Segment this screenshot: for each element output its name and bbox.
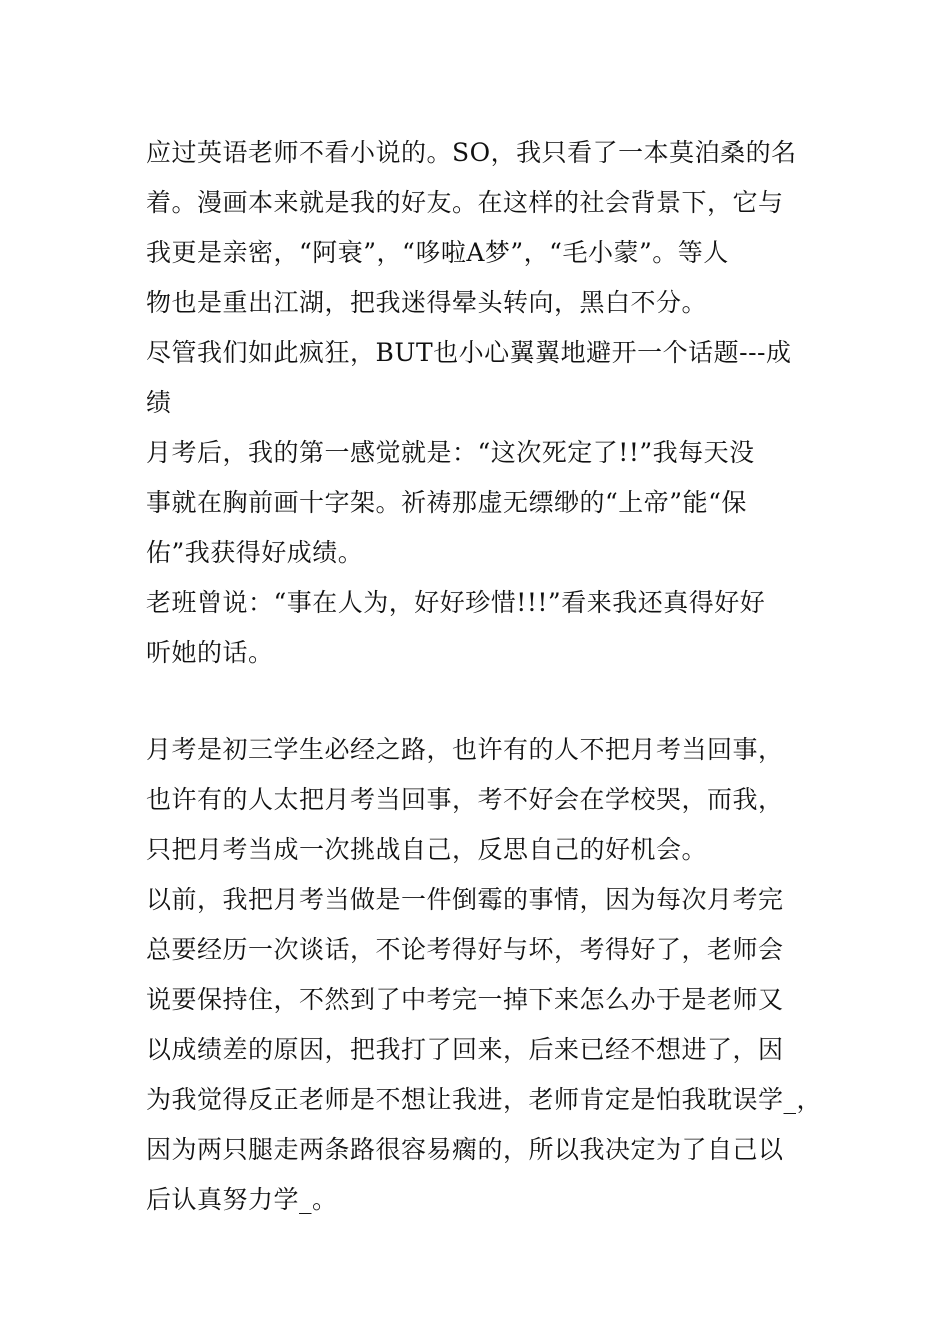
text-line: 因为两只腿走两条路很容易瘸的，所以我决定为了自己以 xyxy=(146,1135,784,1164)
text-line: 总要经历一次谈话，不论考得好与坏，考得好了，老师会 xyxy=(146,935,784,964)
text-line: 月考后，我的第一感觉就是：“这次死定了!!”我每天没 xyxy=(146,438,755,467)
text-line: 以前，我把月考当做是一件倒霉的事情，因为每次月考完 xyxy=(146,885,784,914)
text-line: 只把月考当成一次挑战自己，反思自己的好机会。 xyxy=(146,835,708,864)
text-line: 听她的话。 xyxy=(146,638,274,667)
text-line: 后认真努力学_。 xyxy=(146,1185,338,1214)
text-line: 着。漫画本来就是我的好友。在这样的社会背景下，它与 xyxy=(146,188,784,217)
text-section-2 xyxy=(146,725,823,1225)
text-line: 为我觉得反正老师是不想让我进，老师肯定是怕我耽误学_， xyxy=(146,1085,823,1114)
text-line: 我更是亲密，“阿衰”，“哆啦A梦”，“毛小蒙”。等人 xyxy=(146,238,729,267)
text-line: 应过英语老师不看小说的。SO，我只看了一本莫泊桑的名 xyxy=(146,138,797,167)
text-line: 以成绩差的原因，把我打了回来，后来已经不想进了，因 xyxy=(146,1035,784,1064)
text-line: 说要保持住，不然到了中考完一掉下来怎么办于是老师又 xyxy=(146,985,784,1014)
text-line: 佑”我获得好成绩。 xyxy=(146,538,364,567)
text-line: 事就在胸前画十字架。祈祷那虚无缥缈的“上帝”能“保 xyxy=(146,488,747,517)
text-line: 也许有的人太把月考当回事，考不好会在学校哭，而我， xyxy=(146,785,784,814)
text-line: 绩 xyxy=(146,388,172,417)
text-line: 物也是重出江湖，把我迷得晕头转向，黑白不分。 xyxy=(146,288,708,317)
text-section-1 xyxy=(146,128,811,678)
text-line: 月考是初三学生必经之路，也许有的人不把月考当回事， xyxy=(146,735,784,764)
text-line: 老班曾说：“事在人为，好好珍惜!!!”看来我还真得好好 xyxy=(146,588,766,617)
text-line: 尽管我们如此疯狂，BUT也小心翼翼地避开一个话题---成 xyxy=(146,338,792,367)
